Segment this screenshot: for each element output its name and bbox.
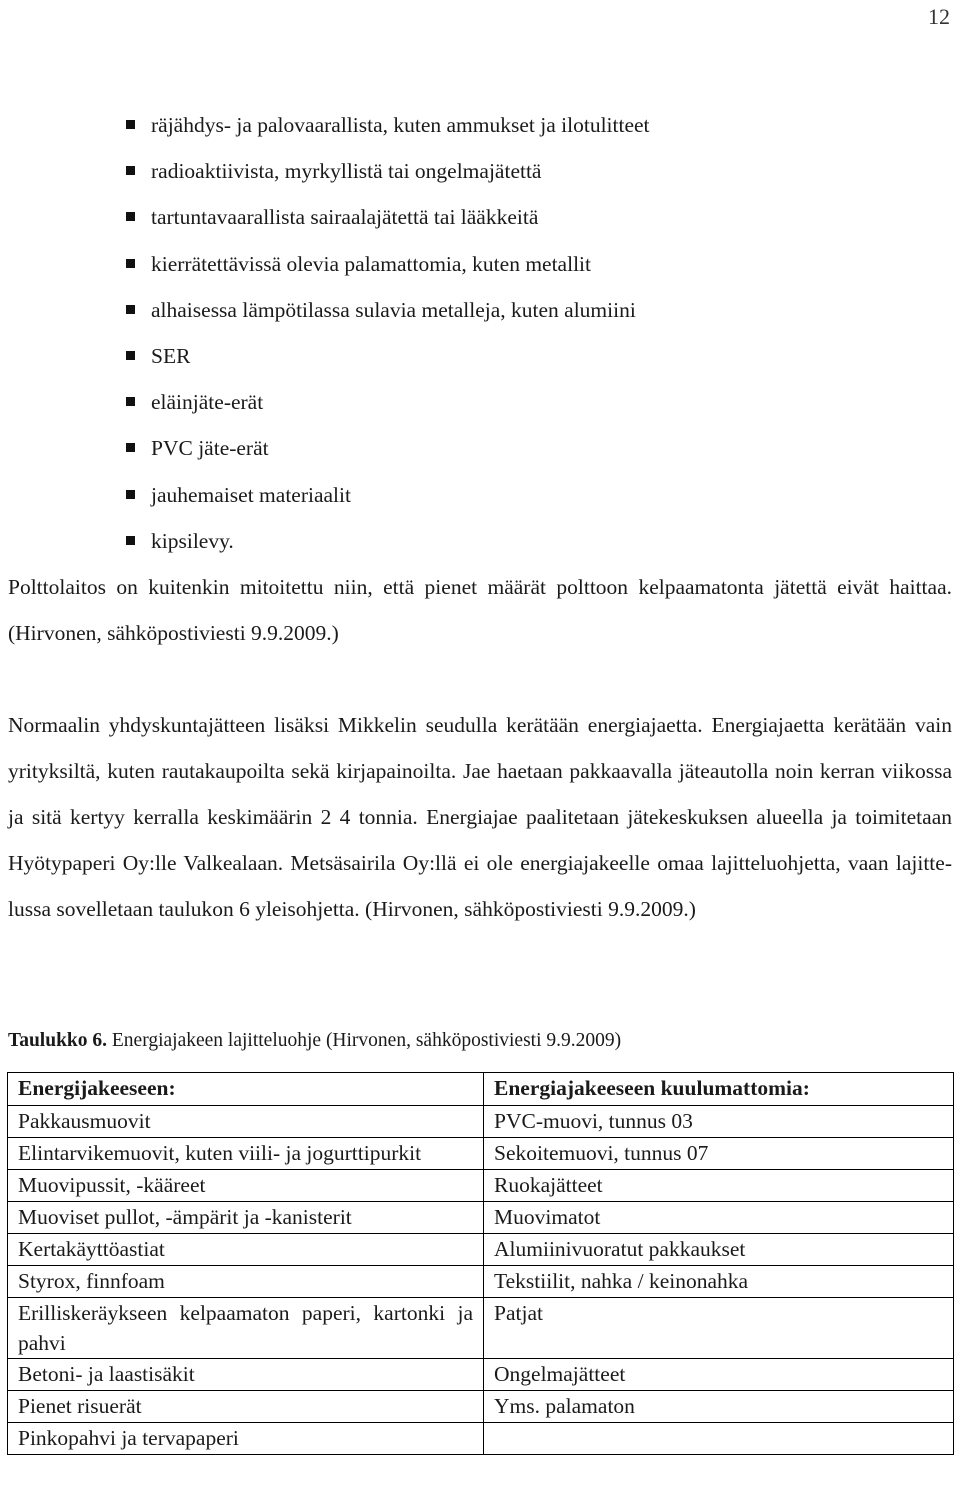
table-cell: Betoni- ja laastisäkit	[8, 1359, 484, 1391]
table-cell: Muovimatot	[484, 1202, 954, 1234]
square-bullet-icon	[126, 212, 135, 221]
paragraph-energy-fraction: Normaalin yhdyskuntajätteen lisäksi Mikkelin seudulla kerätään energiajaetta. Energiajaetta kerätään vain yrityksiltä, kuten rautakaupoilta sekä kirjapainoilta. Jae haetaan pakkaavalla jäteautolla noin kerran viikossa ja sitä kertyy kerralla keskimäärin 2 4 tonnia. Energiajae paalitetaan jätekeskuksen alueella ja toimitetaan Hyötypaperi Oy:lle Valkealaan. Metsäsairila Oy:llä ei ole energiajakeelle omaa lajitteluohjetta, vaan lajittelussa sovelletaan taulukon 6 yleisohjetta. (Hirvonen, sähköpostiviesti 9.9.2009.)	[8, 713, 952, 921]
square-bullet-icon	[126, 351, 135, 360]
list-item	[126, 200, 650, 246]
table-cell: Muovipussit, -kääreet	[8, 1170, 484, 1202]
caption-text: Energiajakeen lajitteluohje (Hirvonen, sähköpostiviesti 9.9.2009)	[107, 1030, 622, 1051]
table-cell: Styrox, finnfoam	[8, 1266, 484, 1298]
list-item-text: radioaktiivista, myrkyllistä tai ongelmajätettä	[151, 159, 542, 184]
list-item	[126, 108, 650, 154]
table-cell: Pinkopahvi ja tervapaperi	[8, 1423, 484, 1455]
table-cell: Ruokajätteet	[484, 1170, 954, 1202]
page-number: 12	[928, 4, 950, 29]
table-caption	[8, 1030, 621, 1052]
list-item	[126, 154, 650, 200]
table-cell: Sekoitemuovi, tunnus 07	[484, 1138, 954, 1170]
list-item	[126, 524, 650, 570]
table-header-row	[8, 1073, 954, 1106]
square-bullet-icon	[126, 305, 135, 314]
table-row	[8, 1359, 954, 1391]
list-item-text: eläinjäte-erät	[151, 390, 264, 415]
table-cell: Muoviset pullot, -ämpärit ja -kanisterit	[8, 1202, 484, 1234]
list-item-text: kipsilevy.	[151, 528, 234, 553]
list-item-text: kierrätettävissä olevia palamattomia, kuten metallit	[151, 251, 591, 276]
table-row	[8, 1106, 954, 1138]
table-row	[8, 1423, 954, 1455]
square-bullet-icon	[126, 120, 135, 129]
table-cell: Tekstiilit, nahka / keinonahka	[484, 1266, 954, 1298]
square-bullet-icon	[126, 259, 135, 268]
list-item	[126, 385, 650, 431]
table-row	[8, 1202, 954, 1234]
square-bullet-icon	[126, 397, 135, 406]
list-item	[126, 247, 650, 293]
list-item-text: räjähdys- ja palovaarallista, kuten ammukset ja ilotulitteet	[151, 113, 650, 137]
table-cell: Ongelmajätteet	[484, 1359, 954, 1391]
list-item-text: jauhemaiset materiaalit	[151, 482, 351, 507]
table-cell	[484, 1423, 954, 1455]
caption-label: Taulukko 6.	[8, 1030, 108, 1051]
list-item-text: tartuntavaarallista sairaalajätettä tai lääkkeitä	[151, 205, 539, 230]
table-row	[8, 1391, 954, 1423]
sorting-table	[7, 1072, 954, 1455]
table-cell: PVC-muovi, tunnus 03	[484, 1106, 954, 1138]
table-row	[8, 1138, 954, 1170]
list-item	[126, 293, 650, 339]
list-item-text: PVC jäte-erät	[151, 436, 269, 461]
table-row	[8, 1170, 954, 1202]
table-cell: Patjat	[484, 1298, 954, 1359]
table-row	[8, 1298, 954, 1359]
square-bullet-icon	[126, 443, 135, 452]
table-cell: Kertakäyttöastiat	[8, 1234, 484, 1266]
table-cell: Alumiinivuoratut pakkaukset	[484, 1234, 954, 1266]
table-cell: Pienet risuerät	[8, 1391, 484, 1423]
square-bullet-icon	[126, 166, 135, 175]
table-row	[8, 1266, 954, 1298]
table-cell: Erilliskeräykseen kelpaamaton paperi, kartonki ja pahvi	[8, 1298, 484, 1359]
square-bullet-icon	[126, 536, 135, 545]
list-item-text: alhaisessa lämpötilassa sulavia metalleja, kuten alumiini	[151, 297, 636, 322]
list-item-text: SER	[151, 343, 191, 368]
header-not-accepted: Energiajakeeseen kuulumattomia:	[484, 1073, 954, 1106]
table-cell: Yms. palamaton	[484, 1391, 954, 1423]
table-cell: Elintarvikemuovit, kuten viili- ja jogurttipurkit	[8, 1138, 484, 1170]
list-item	[126, 478, 650, 524]
paragraph-incineration: Polttolaitos on kuitenkin mitoitettu niin, että pienet määrät polttoon kelpaamatonta jätettä eivät haittaa. (Hirvonen, sähköpostiviesti 9.9.2009.)	[8, 575, 952, 645]
bullet-list	[126, 108, 650, 570]
list-item	[126, 339, 650, 385]
header-accepted: Energijakeeseen:	[8, 1073, 484, 1106]
square-bullet-icon	[126, 490, 135, 499]
list-item	[126, 431, 650, 477]
table-row	[8, 1234, 954, 1266]
table-cell: Pakkausmuovit	[8, 1106, 484, 1138]
